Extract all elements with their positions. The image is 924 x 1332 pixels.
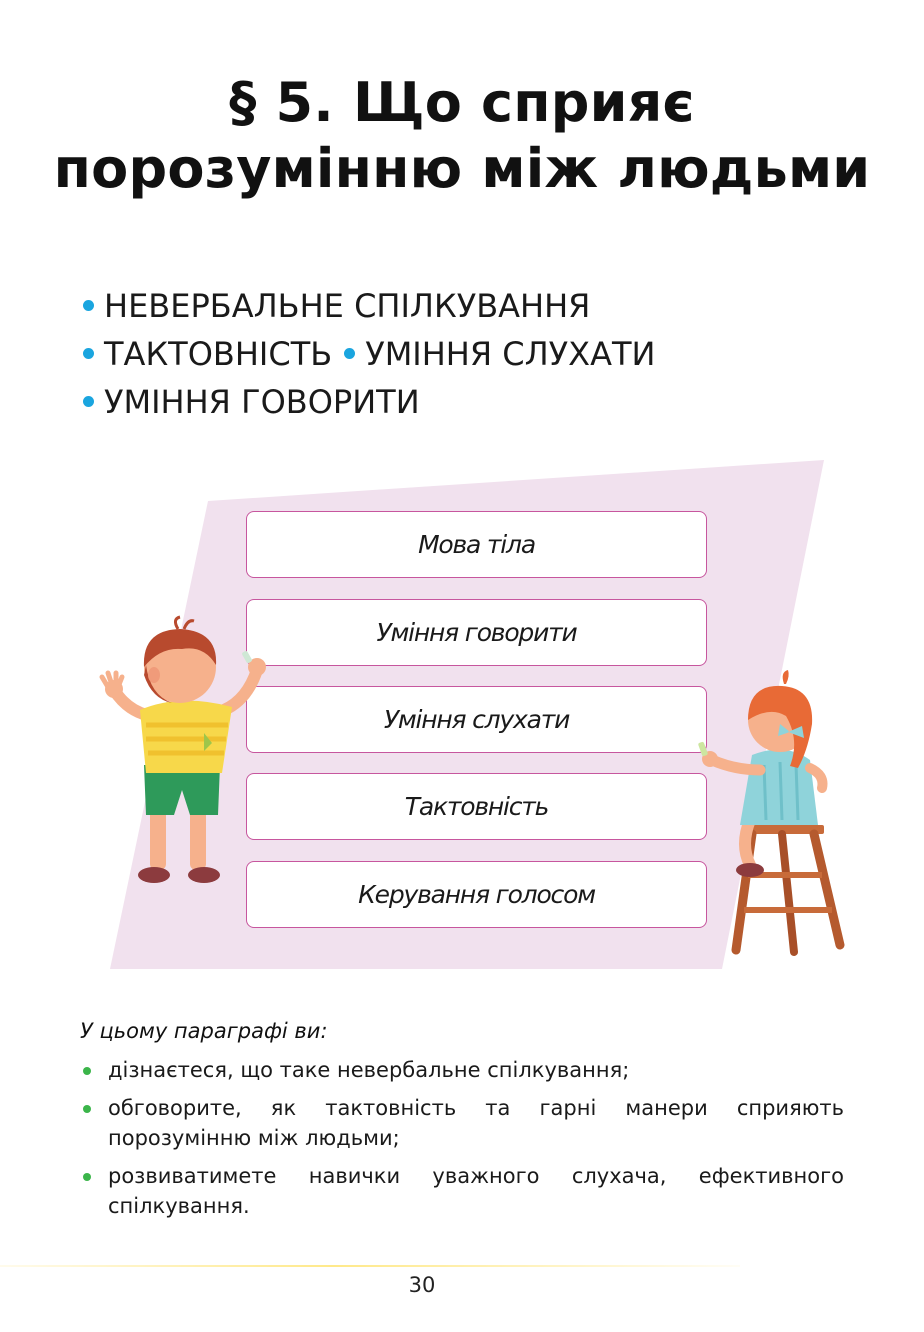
topic-item: УМІННЯ СЛУХАТИ bbox=[365, 335, 656, 373]
key-topics-list bbox=[80, 282, 655, 426]
bullet-icon bbox=[83, 396, 94, 407]
skill-card: Уміння слухати bbox=[246, 686, 707, 753]
skill-card: Керування голосом bbox=[246, 861, 707, 928]
goal-text: дізнаєтеся, що таке невербальне спілкування; bbox=[108, 1058, 630, 1082]
boy-drawing-icon bbox=[92, 615, 272, 895]
footer-divider bbox=[0, 1265, 740, 1267]
bullet-icon bbox=[83, 348, 94, 359]
skill-card: Мова тіла bbox=[246, 511, 707, 578]
bullet-icon bbox=[344, 348, 355, 359]
bullet-icon bbox=[83, 1173, 91, 1181]
topic-line bbox=[80, 330, 655, 378]
page-number: 30 bbox=[408, 1273, 436, 1297]
list-item bbox=[80, 1055, 844, 1085]
topic-item: УМІННЯ ГОВОРИТИ bbox=[104, 383, 420, 421]
skill-card: Уміння говорити bbox=[246, 599, 707, 666]
skill-card: Тактовність bbox=[246, 773, 707, 840]
girl-on-stool-icon bbox=[690, 670, 860, 960]
list-item bbox=[80, 1093, 844, 1153]
topic-item: ТАКТОВНІСТЬ bbox=[104, 335, 333, 373]
title-line-1: § 5. Що сприяє bbox=[229, 71, 695, 134]
bullet-icon bbox=[83, 1105, 91, 1113]
illustration bbox=[0, 455, 924, 975]
list-item bbox=[80, 1161, 844, 1221]
goal-text: обговорите, як тактовність та гарні манери сприяють порозумінню між людьми; bbox=[108, 1096, 844, 1150]
section-intro: У цьому параграфі ви: bbox=[80, 1019, 328, 1043]
topic-line bbox=[80, 282, 655, 330]
learning-goals-list bbox=[80, 1055, 844, 1229]
bullet-icon bbox=[83, 300, 94, 311]
bullet-icon bbox=[83, 1067, 91, 1075]
topic-item: НЕВЕРБАЛЬНЕ СПІЛКУВАННЯ bbox=[104, 287, 591, 325]
title-line-2: порозумінню між людьми bbox=[53, 137, 871, 200]
paragraph-title bbox=[0, 70, 924, 202]
goal-text: розвиватимете навички уважного слухача, ефективного спілкування. bbox=[108, 1164, 844, 1218]
topic-line bbox=[80, 378, 655, 426]
